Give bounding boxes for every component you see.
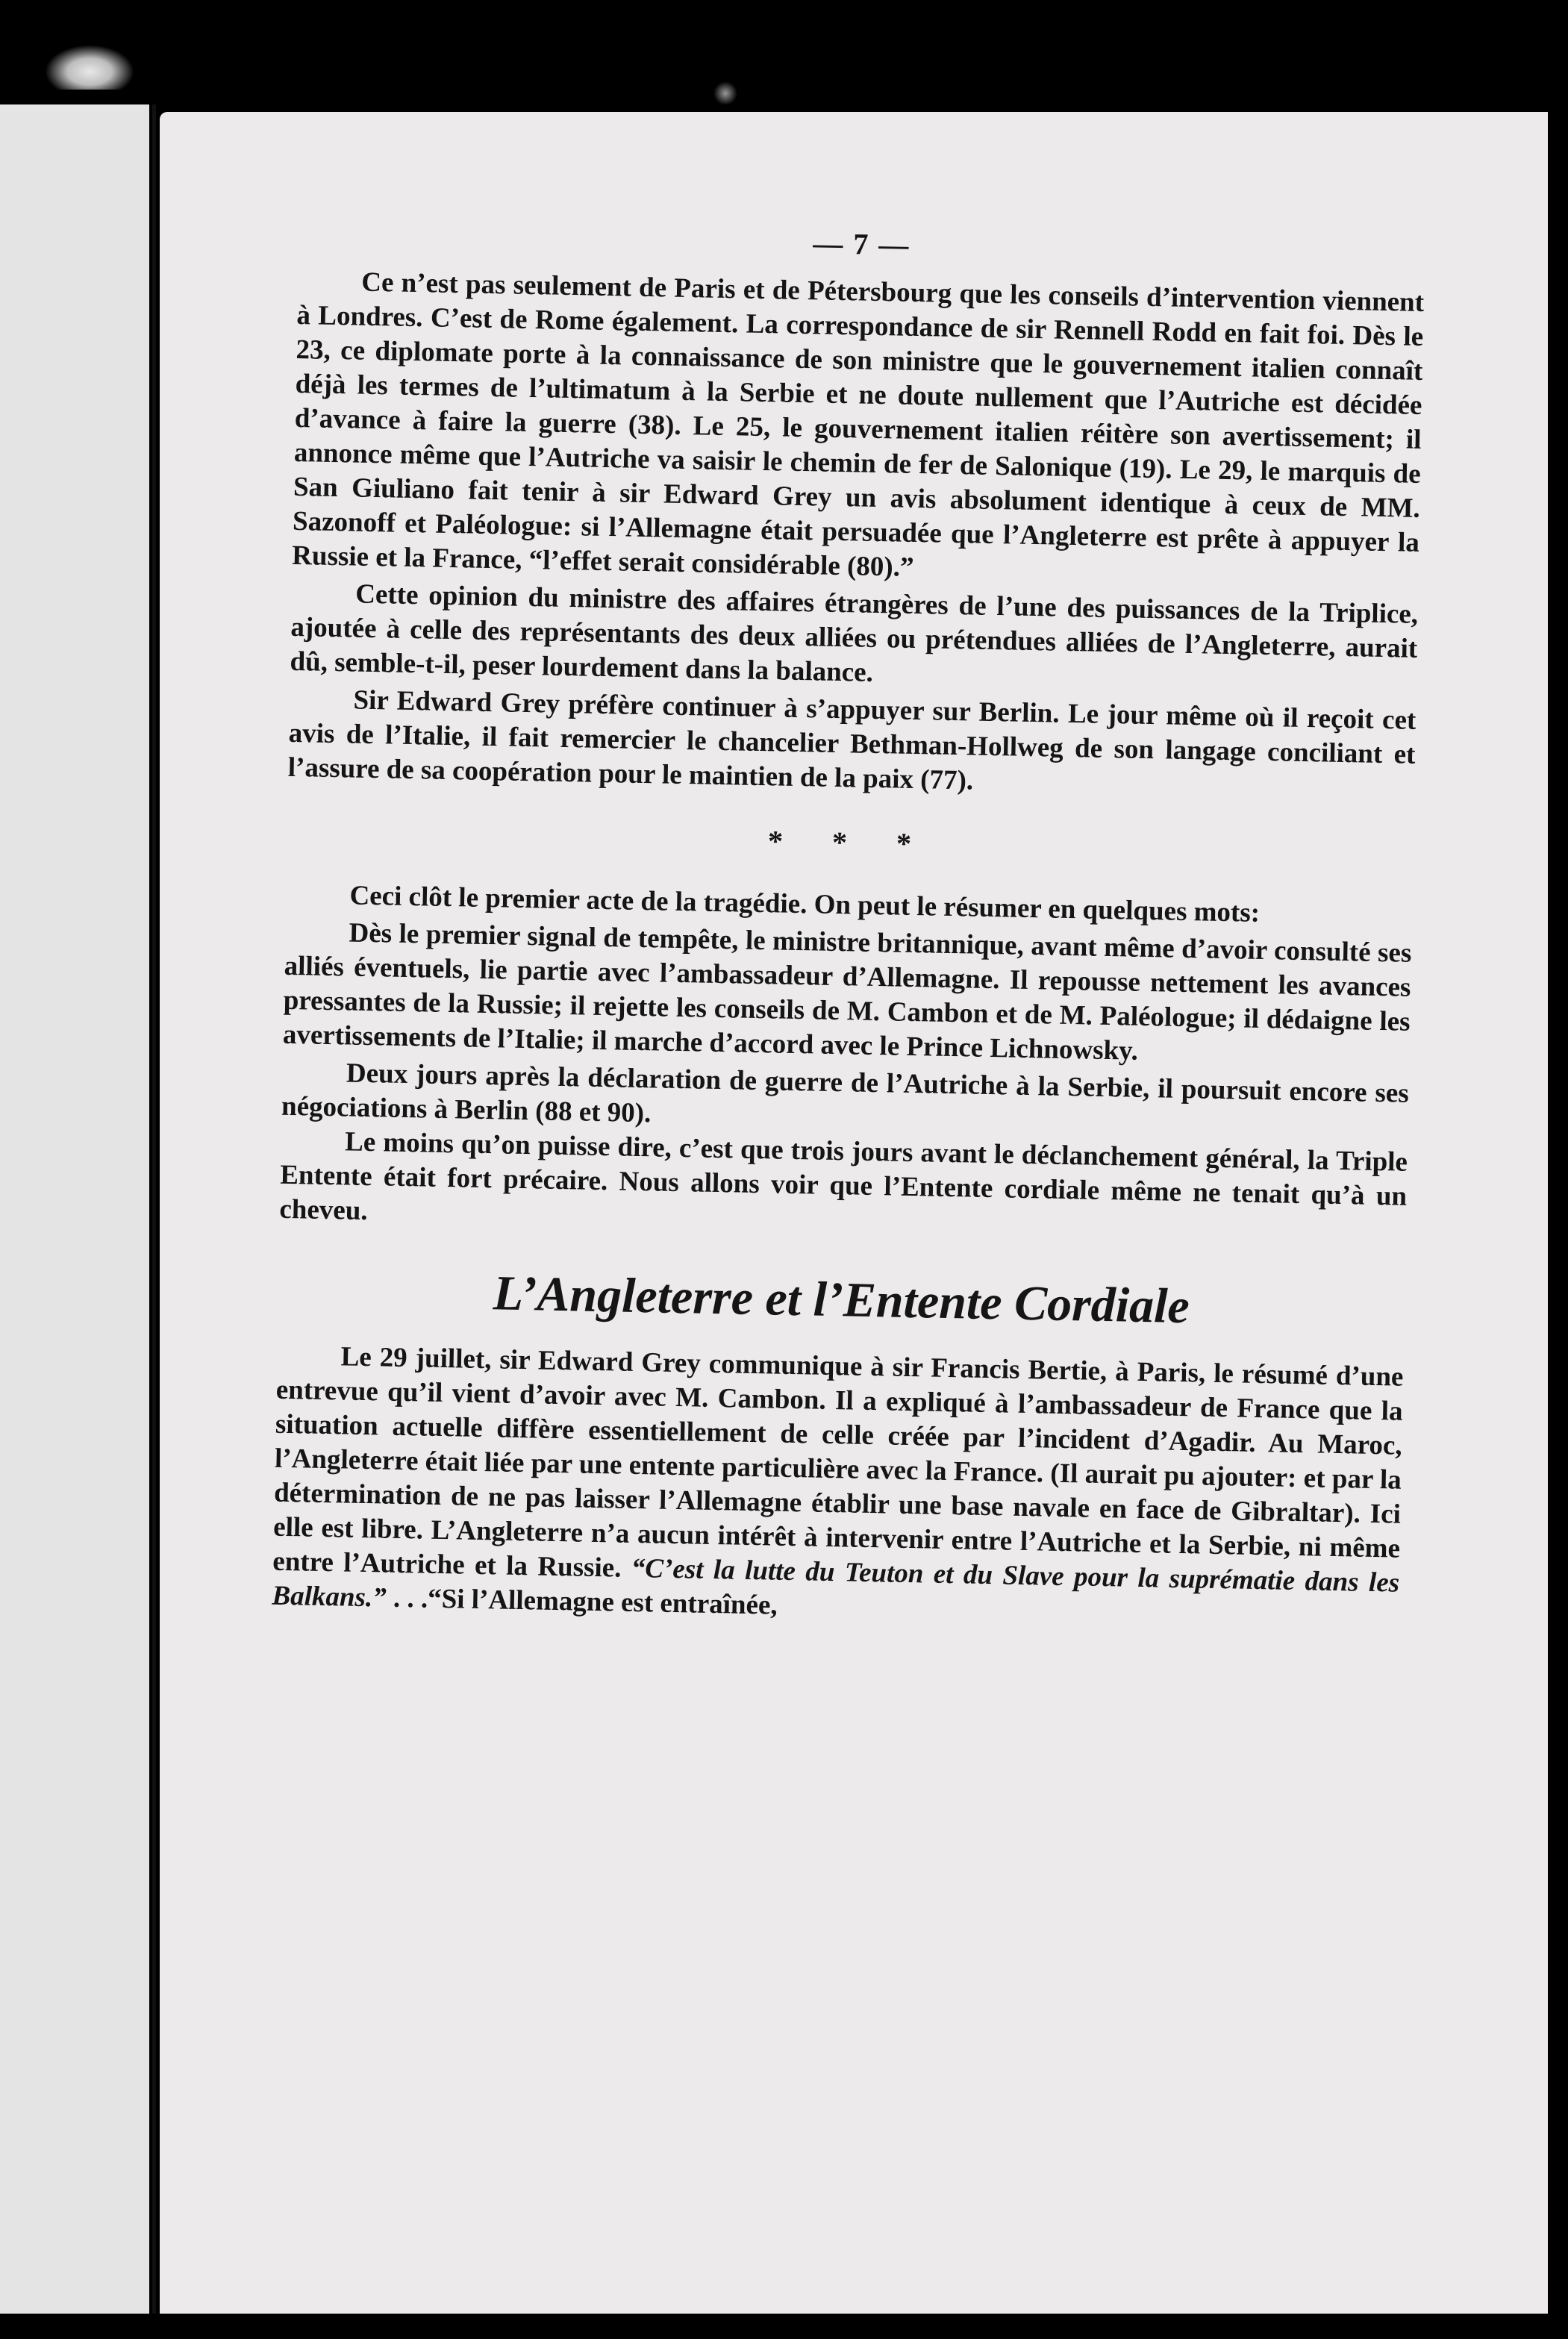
scan-artifact	[45, 45, 134, 90]
paragraph-text: . . .“Si l’Allemagne est entraînée,	[386, 1582, 778, 1621]
paragraph	[272, 1339, 1404, 1635]
paragraph-text: Le 29 juillet, sir Edward Grey communique à sir Francis Bertie, à Paris, le résumé d’une entrevue qu’il vient d’avoir avec M. Cambon. Il a expliqué à l’ambassadeur de France que la situation actuelle diffère essentiellement de celle créée par l’incident d’Agadir. Au Maroc, l’Angleterre était liée par une entente particulière avec la France. (Il aurait pu ajouter: et par la détermination de ne pas laisser l’Allemagne établir une base navale en face de Gibraltar). Ici elle est libre. L’Angleterre n’a aucun intérêt à intervenir entre l’Autriche et la Serbie, ni même entre l’Autriche et la Russie.	[272, 1341, 1404, 1584]
quotation-italic: “C’est la lutte du Teuton et du Slave pour la suprématie dans les Balkans.”	[272, 1552, 1400, 1614]
paragraph: Le moins qu’on puisse dire, c’est que trois jours avant le déclanchement général, la Triple Entente était fort précaire. Nous allons voir que l’Entente cordiale même ne tenait qu’à un cheveu.	[279, 1126, 1408, 1227]
binding-strip	[0, 104, 149, 2314]
section-separator: * * *	[767, 824, 933, 861]
paragraph: Dès le premier signal de tempête, le ministre britannique, avant même d’avoir consulté ses alliés éventuels, lie partie avec l’ambassadeur d’Allemagne. Il repousse nettement les avances pressantes de la Russie; il rejette les conseils de M. Cambon et de M. Paléologue; il dédaigne les avertissements de l’Italie; il marche d’accord avec le Prince Lichnowsky.	[282, 917, 1412, 1067]
paragraph: Sir Edward Grey préfère continuer à s’appuyer sur Berlin. Le jour même où il reçoit cet avis de l’Italie, il fait remercier le chancelier Bethman-Hollweg de son langage conciliant et l’assure de sa coopération pour le maintien de la paix (77).	[287, 684, 1416, 796]
paragraph: Ce n’est pas seulement de Paris et de Pétersbourg que les conseils d’intervention viennent à Londres. C’est de Rome également. La correspondance de sir Rennell Rodd en fait foi. Dès le 23, ce diplomate porte à la connaissance de son ministre que le gouvernement italien connaît déjà les termes de l’ultimatum à la Serbie et ne doute nullement que l’Autriche est décidée d’avance à faire la guerre (38). Le 25, le gouvernement italien réitère son avertissement; il annonce même que l’Autriche va saisir le chemin de fer de Salonique (19). Le 29, le marquis de San Giuliano fait tenir à sir Edward Grey un avis absolument identique à ceux de MM. Sazonoff et Paléologue: si l’Allemagne était persuadée que l’Angleterre est prête à appuyer la Russie et la France, “l’effet serait considérable (80).”	[291, 266, 1425, 583]
page-content	[272, 216, 1425, 1635]
page-number: — 7 —	[813, 226, 910, 262]
paragraph: Ceci clôt le premier acte de la tragédie. On peut le résumer en quelques mots:	[349, 880, 1261, 928]
scan-artifact	[713, 82, 738, 104]
binding-edge	[152, 104, 156, 2314]
paragraph: Cette opinion du ministre des affaires étrangères de l’une des puissances de la Triplice, ajoutée à celle des représentants des deux alliées ou prétendues alliées de l’Angleterre, aurait dû, semble-t-il, peser lourdement dans la balance.	[290, 578, 1419, 688]
chapter-title: L’Angleterre et l’Entente Cordiale	[493, 1266, 1190, 1334]
paragraph: Deux jours après la déclaration de guerre de l’Autriche à la Serbie, il poursuit encore ses négociations à Berlin (88 et 90).	[281, 1058, 1410, 1129]
